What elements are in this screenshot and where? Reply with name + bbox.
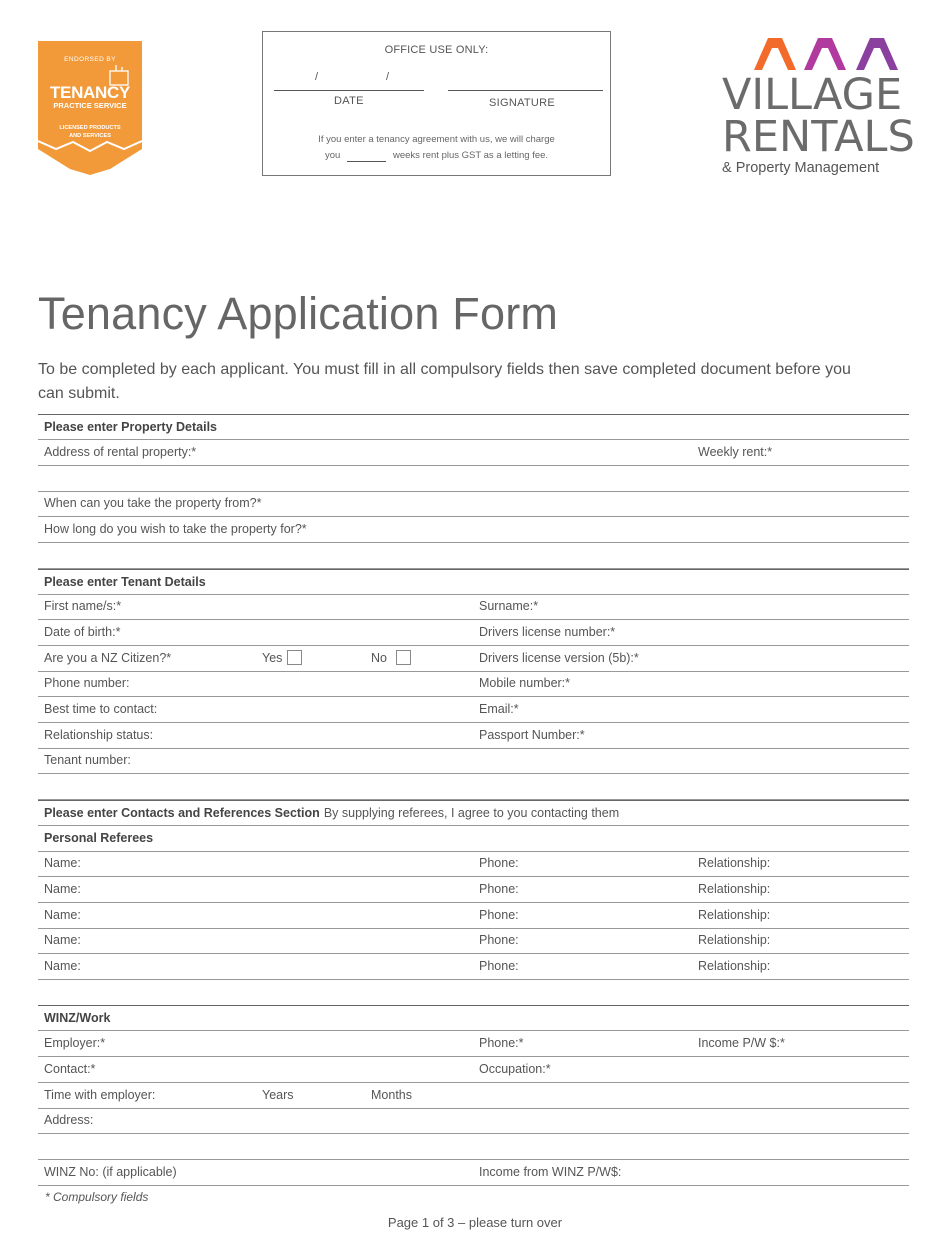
- note-you: you: [325, 150, 341, 161]
- referee-row[interactable]: [38, 877, 909, 903]
- yes-checkbox[interactable]: [287, 650, 302, 665]
- badge-brand-sub: PRACTICE SERVICE: [53, 101, 127, 110]
- referee-row[interactable]: [38, 903, 909, 929]
- referee-name-label: Name:: [44, 933, 81, 947]
- surname-label: Surname:*: [479, 599, 539, 613]
- tenancy-practice-badge: [38, 41, 142, 177]
- referee-phone-label: Phone:: [479, 856, 519, 870]
- passport-label: Passport Number:*: [479, 728, 585, 742]
- relationship-status-label: Relationship status:: [44, 728, 154, 742]
- badge-brand: TENANCY: [49, 83, 131, 102]
- logo-subtitle: & Property Management: [722, 160, 880, 176]
- occupation-label: Occupation:*: [479, 1062, 551, 1076]
- personal-referees-header: Personal Referees: [44, 831, 154, 845]
- name-row[interactable]: [38, 594, 909, 620]
- intro-text: To be completed by each applicant. You must fill in all compulsory fields then save completed document before you can submit.: [38, 361, 851, 402]
- property-header-row: [38, 414, 909, 440]
- referee-relationship-label: Relationship:: [698, 959, 771, 973]
- winz-no-label: WINZ No: (if applicable): [44, 1165, 177, 1179]
- referee-relationship-label: Relationship:: [698, 882, 771, 896]
- dl-version-label: Drivers license version (5b):*: [479, 651, 639, 665]
- referee-row[interactable]: [38, 928, 909, 954]
- badge-licensed-2: AND SERVICES: [69, 133, 111, 139]
- take-from-label: When can you take the property from?*: [44, 496, 262, 510]
- referee-name-label: Name:: [44, 908, 81, 922]
- income-label: Income P/W $:*: [698, 1036, 785, 1050]
- citizen-row: [38, 646, 909, 672]
- badge-endorsed: ENDORSED BY: [64, 56, 116, 63]
- badge-licensed-1: LICENSED PRODUCTS: [59, 125, 121, 131]
- employer-label: Employer:*: [44, 1036, 106, 1050]
- winz-income-label: Income from WINZ P/W$:: [479, 1165, 622, 1179]
- referee-row[interactable]: [38, 851, 909, 877]
- phone-row[interactable]: [38, 671, 909, 697]
- employer-row[interactable]: [38, 1031, 909, 1057]
- work-header-row: [38, 1005, 909, 1031]
- time-with-employer-label: Time with employer:: [44, 1088, 156, 1102]
- signature-label: SIGNATURE: [489, 97, 556, 109]
- office-use-title: OFFICE USE ONLY:: [384, 44, 489, 56]
- winz-row[interactable]: [38, 1160, 909, 1186]
- date-label: DATE: [334, 95, 364, 107]
- page-title: Tenancy Application Form: [38, 288, 559, 339]
- property-header: Please enter Property Details: [44, 420, 217, 434]
- referee-row[interactable]: [38, 954, 909, 980]
- referees-blank-row: [38, 980, 909, 1006]
- referee-name-label: Name:: [44, 882, 81, 896]
- logo-word-village: VILLAGE: [722, 70, 903, 120]
- take-from-row[interactable]: [38, 491, 909, 517]
- contacts-header-text: Please enter Contacts and References Section: [44, 806, 320, 820]
- date-slash-2: /: [386, 71, 390, 83]
- dob-row[interactable]: [38, 620, 909, 646]
- work-contact-label: Contact:*: [44, 1062, 96, 1076]
- yes-label: Yes: [262, 651, 283, 665]
- time-with-employer-row[interactable]: [38, 1083, 909, 1109]
- contacts-header: [44, 806, 619, 820]
- referee-relationship-label: Relationship:: [698, 933, 771, 947]
- how-long-row[interactable]: [38, 517, 909, 543]
- work-address-row-2[interactable]: [38, 1134, 909, 1160]
- dob-label: Date of birth:*: [44, 625, 121, 639]
- logo-word-rentals: RENTALS: [722, 112, 915, 162]
- date-slash-1: /: [315, 71, 319, 83]
- village-rentals-logo: [720, 36, 916, 181]
- address-label: Address of rental property:*: [44, 445, 197, 459]
- best-time-label: Best time to contact:: [44, 702, 158, 716]
- personal-referees-header-row: [38, 826, 909, 852]
- mobile-label: Mobile number:*: [479, 676, 571, 690]
- contact-row[interactable]: [38, 1057, 909, 1083]
- referee-relationship-label: Relationship:: [698, 908, 771, 922]
- referee-phone-label: Phone:: [479, 959, 519, 973]
- work-header: WINZ/Work: [44, 1011, 111, 1025]
- date-line[interactable]: [274, 90, 424, 91]
- referee-phone-label: Phone:: [479, 908, 519, 922]
- no-label: No: [371, 651, 387, 665]
- referee-name-label: Name:: [44, 959, 81, 973]
- address-row-2[interactable]: [38, 466, 909, 492]
- work-phone-label: Phone:*: [479, 1036, 524, 1050]
- how-long-label: How long do you wish to take the property for?*: [44, 522, 307, 536]
- no-checkbox[interactable]: [396, 650, 411, 665]
- page-footer: Page 1 of 3 – please turn over: [387, 1215, 563, 1230]
- referee-relationship-label: Relationship:: [698, 856, 771, 870]
- work-address-row[interactable]: [38, 1108, 909, 1134]
- relationship-row[interactable]: [38, 723, 909, 749]
- weekly-rent-label: Weekly rent:*: [698, 445, 773, 459]
- tenant-number-row[interactable]: [38, 748, 909, 774]
- tenant-blank-row: [38, 774, 909, 800]
- email-label: Email:*: [479, 702, 519, 716]
- property-blank-row: [38, 543, 909, 569]
- letting-fee-note: If you enter a tenancy agreement with us, we will charge: [318, 134, 555, 145]
- months-label: Months: [371, 1088, 412, 1102]
- tenant-header-row: [38, 569, 909, 595]
- signature-line[interactable]: [448, 90, 603, 91]
- phone-label: Phone number:: [44, 676, 130, 690]
- note-rest: weeks rent plus GST as a letting fee.: [393, 150, 549, 161]
- office-use-box: [262, 31, 611, 176]
- referee-phone-label: Phone:: [479, 933, 519, 947]
- contacts-header-note: By supplying referees, I agree to you contacting them: [323, 806, 620, 820]
- tenant-number-label: Tenant number:: [44, 753, 131, 767]
- referee-phone-label: Phone:: [479, 882, 519, 896]
- tenant-header: Please enter Tenant Details: [44, 575, 206, 589]
- first-name-label: First name/s:*: [44, 599, 122, 613]
- contacts-header-row: [38, 800, 909, 826]
- years-label: Years: [262, 1088, 294, 1102]
- referee-name-label: Name:: [44, 856, 81, 870]
- contact-time-row[interactable]: [38, 697, 909, 723]
- work-address-label: Address:: [44, 1113, 94, 1127]
- nz-citizen-label: Are you a NZ Citizen?*: [44, 651, 172, 665]
- address-row[interactable]: [38, 440, 909, 466]
- weeks-blank[interactable]: [347, 161, 386, 162]
- compulsory-fields-note: * Compulsory fields: [45, 1190, 149, 1204]
- dl-number-label: Drivers license number:*: [479, 625, 616, 639]
